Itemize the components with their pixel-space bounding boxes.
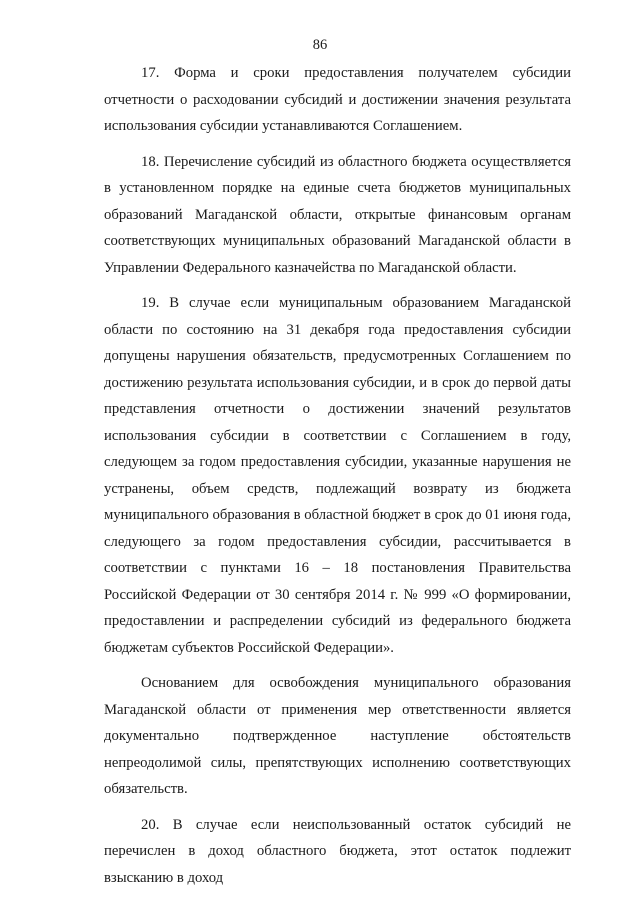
paragraph-17: 17. Форма и сроки предоставления получателем субсидии отчетности о расходовании субсидий и достижении значения результата использования субсидии устанавливаются Соглашением. xyxy=(104,65,571,134)
paragraph-19: 19. В случае если муниципальным образованием Магаданской области по состоянию на 31 декабря года предоставления субсидии допущены нарушения обязательств, предусмотренных Соглашением по достижению результата использования субсидии, и в срок до первой даты представления отчетности о достижении значений результатов использования субсидии в соответствии с Соглашением в году, следующем за годом предоставления субсидии, указанные нарушения не устранены, объем средств, подлежащий возврату из бюджета муниципального образования в областной бюджет в срок до 01 июня года, следующего за годом предоставления субсидии, рассчитывается в соответствии с пунктами 16 – 18 постановления Правительства Российской Федерации от 30 сентября 2014 г. № 999 «О формировании, предоставлении и распределении субсидий из федерального бюджета бюджетам субъектов Российской Федерации». xyxy=(104,295,571,656)
paragraph-20: 20. В случае если неиспользованный остаток субсидий не перечислен в доход областного бюджета, этот остаток подлежит взысканию в доход xyxy=(104,816,571,886)
document-body xyxy=(104,60,571,891)
paragraph-18: 18. Перечисление субсидий из областного бюджета осуществляется в установленном порядке на единые счета бюджетов муниципальных образований Магаданской области, открытые финансовым органам соответствующих муниципальных образований Магаданской области в Управлении Федерального казначейства по Магаданской области. xyxy=(104,153,571,276)
paragraph-exemption: Основанием для освобождения муниципального образования Магаданской области от применения мер ответственности является документально подтвержденное наступление обстоятельств непреодолимой силы, препятствующих исполнению соответствующих обязательств. xyxy=(104,675,571,797)
page-number: 86 xyxy=(312,37,328,53)
